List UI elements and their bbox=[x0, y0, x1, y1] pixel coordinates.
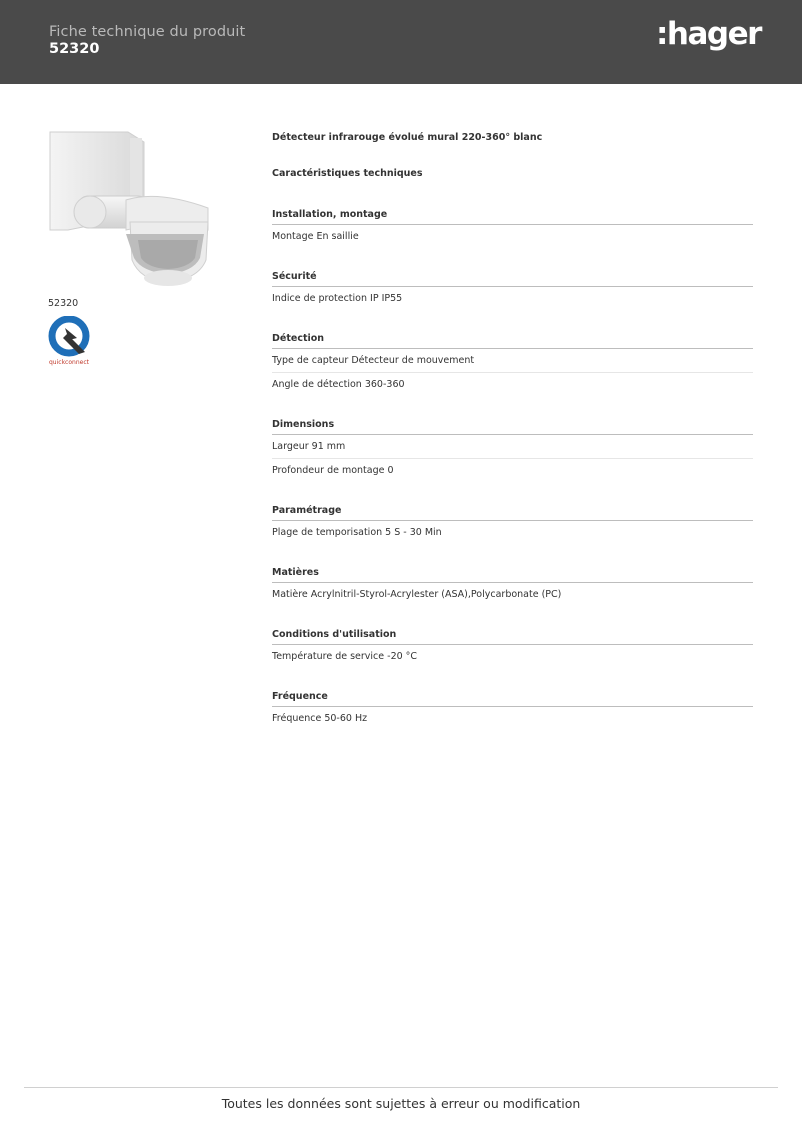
spec-row: Profondeur de montage 0 bbox=[272, 465, 394, 476]
header-reference: 52320 bbox=[49, 41, 100, 57]
spec-row: Angle de détection 360-360 bbox=[272, 379, 405, 390]
section-heading: Installation, montage bbox=[272, 206, 753, 225]
spec-row: Matière Acrylnitril-Styrol-Acrylester (ASA),Polycarbonate (PC) bbox=[272, 589, 562, 600]
section-frequence bbox=[272, 688, 753, 730]
section-heading: Fréquence bbox=[272, 688, 753, 707]
hager-logo-text: :hager bbox=[656, 16, 761, 52]
section-securite bbox=[272, 268, 753, 310]
spec-row: Type de capteur Détecteur de mouvement bbox=[272, 349, 753, 373]
product-image bbox=[48, 130, 214, 290]
footer-divider bbox=[24, 1087, 778, 1088]
section-heading: Paramétrage bbox=[272, 502, 753, 521]
section-dimensions bbox=[272, 416, 753, 482]
product-title: Détecteur infrarouge évolué mural 220-360° blanc bbox=[272, 132, 543, 143]
header-subtitle: Fiche technique du produit bbox=[49, 24, 246, 40]
quickconnect-logo bbox=[47, 316, 95, 368]
page-header bbox=[0, 0, 802, 84]
section-heading: Matières bbox=[272, 564, 753, 583]
section-conditions bbox=[272, 626, 753, 668]
section-heading: Conditions d'utilisation bbox=[272, 626, 753, 645]
spec-content bbox=[272, 128, 753, 730]
section-heading: Sécurité bbox=[272, 268, 753, 287]
section-parametrage bbox=[272, 502, 753, 544]
characteristics-heading: Caractéristiques techniques bbox=[272, 168, 423, 179]
product-reference: 52320 bbox=[48, 298, 79, 309]
spec-row: Plage de temporisation 5 S - 30 Min bbox=[272, 527, 442, 538]
section-heading: Détection bbox=[272, 330, 753, 349]
section-detection bbox=[272, 330, 753, 396]
spec-row: Largeur 91 mm bbox=[272, 435, 753, 459]
section-heading: Dimensions bbox=[272, 416, 753, 435]
section-installation bbox=[272, 206, 753, 248]
hager-logo bbox=[656, 16, 761, 62]
spec-row: Température de service -20 °C bbox=[272, 651, 418, 662]
section-matieres bbox=[272, 564, 753, 606]
spec-row: Fréquence 50-60 Hz bbox=[272, 713, 368, 724]
footer-disclaimer: Toutes les données sont sujettes à erreur ou modification bbox=[221, 1096, 581, 1111]
spec-row: Montage En saillie bbox=[272, 231, 359, 242]
quickconnect-label: quickconnect bbox=[49, 359, 89, 366]
spec-row: Indice de protection IP IP55 bbox=[272, 293, 403, 304]
